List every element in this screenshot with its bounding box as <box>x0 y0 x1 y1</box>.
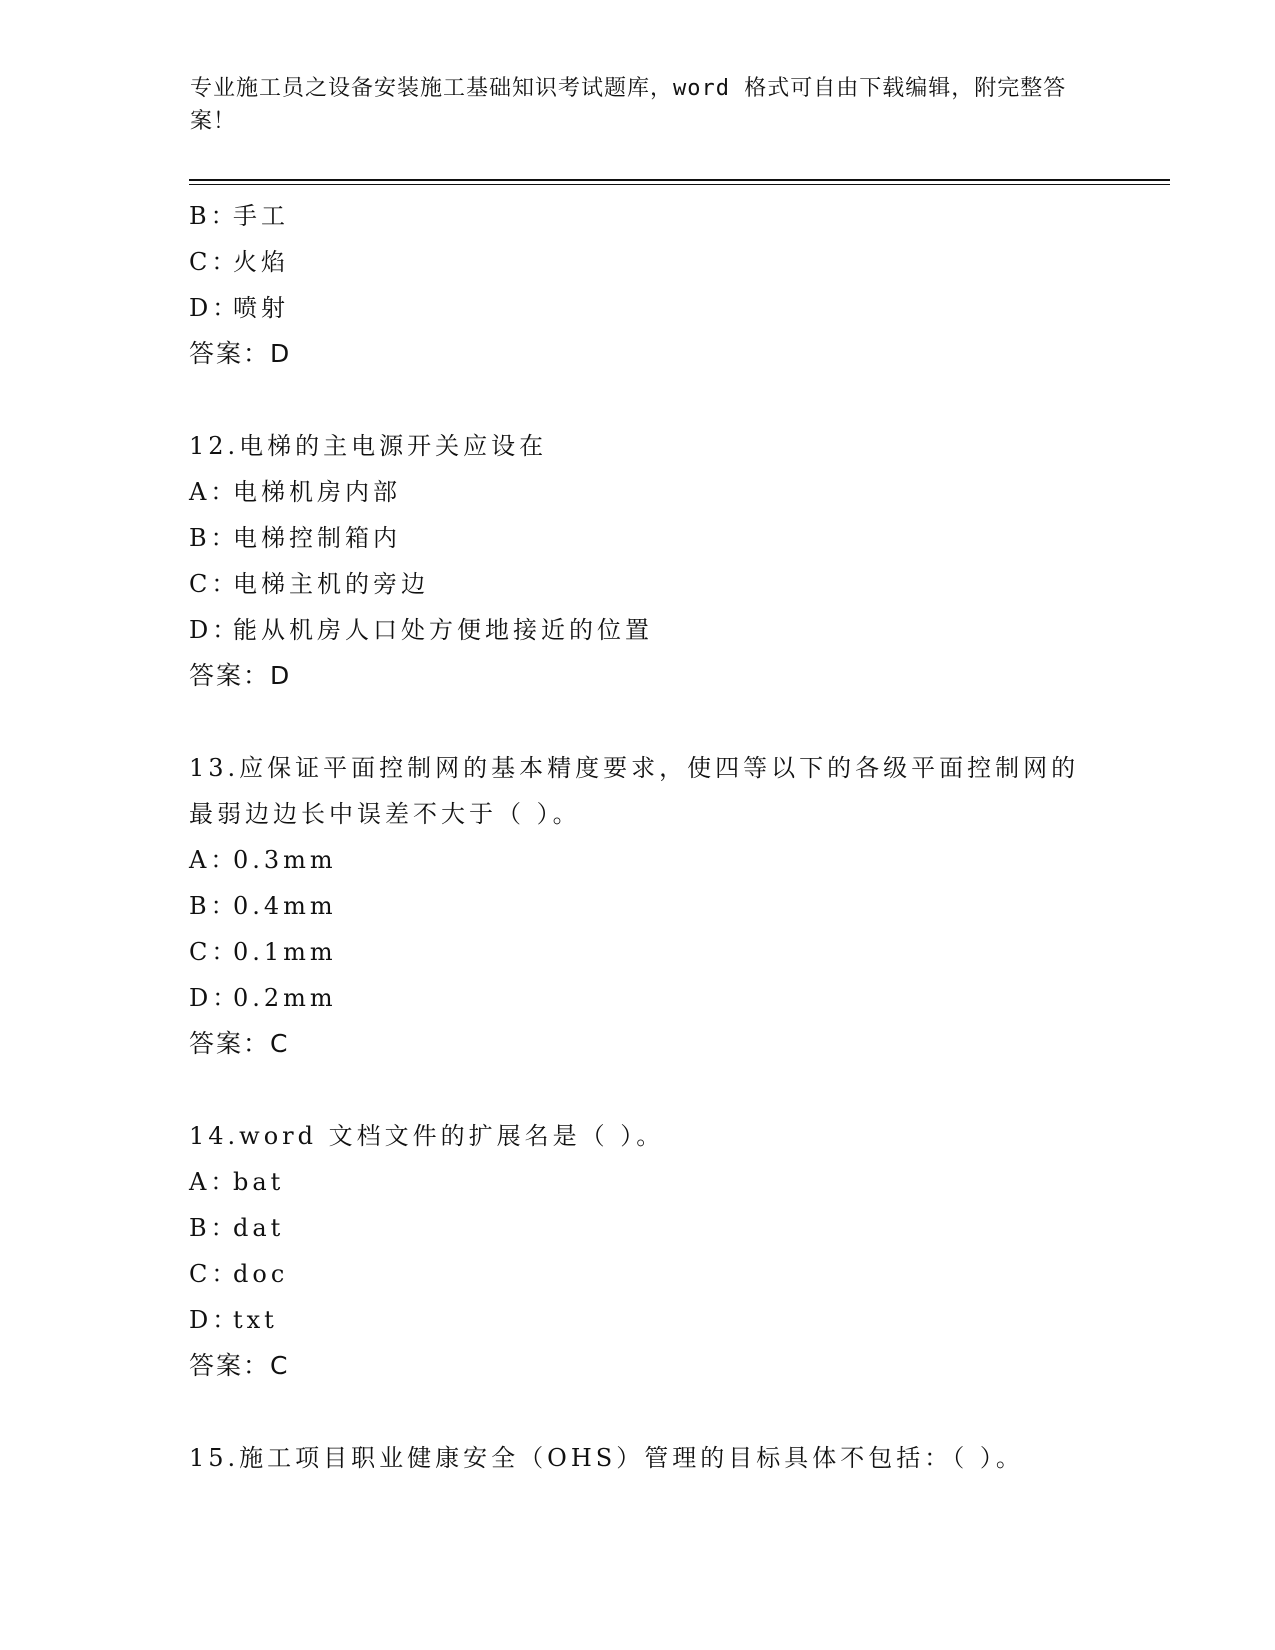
option-label: C： <box>189 570 240 598</box>
answer-line: 答案：D <box>189 339 292 368</box>
question-stem: 14.word 文档文件的扩展名是（ ）。 <box>189 1122 665 1150</box>
option-label: D： <box>189 1306 241 1334</box>
document-header: 专业施工员之设备安装施工基础知识考试题库，word 格式可自由下载编辑，附完整答案！ <box>190 76 1067 134</box>
header-divider-thin <box>189 184 1170 185</box>
answer-line: 答案：D <box>189 661 292 690</box>
question-stem: 12.电梯的主电源开关应设在 <box>189 432 548 460</box>
option-label: D： <box>189 984 241 1012</box>
option-text: 0.4mm <box>233 892 337 920</box>
option-c <box>189 1251 1089 1297</box>
spacer <box>189 1067 1089 1113</box>
answer-line: 答案：C <box>189 1029 290 1058</box>
question-14 <box>189 1113 1089 1389</box>
spacer <box>189 1389 1089 1435</box>
option-d <box>189 285 1089 331</box>
option-label: A： <box>189 1168 239 1196</box>
option-d <box>189 607 1089 653</box>
question-12 <box>189 423 1089 699</box>
option-a <box>189 1159 1089 1205</box>
document-body <box>189 193 1089 1481</box>
option-label: A： <box>189 478 239 506</box>
option-b <box>189 193 1089 239</box>
option-text: 电梯机房内部 <box>233 478 401 506</box>
option-label: D： <box>189 294 241 322</box>
option-a <box>189 469 1089 515</box>
question-stem: 13.应保证平面控制网的基本精度要求，使四等以下的各级平面控制网的最弱边边长中误差不大于（ ）。 <box>189 754 1080 828</box>
option-label: C： <box>189 1260 240 1288</box>
option-c <box>189 561 1089 607</box>
spacer <box>189 377 1089 423</box>
question-13 <box>189 745 1089 1067</box>
question-stem: 15.施工项目职业健康安全（OHS）管理的目标具体不包括：（ ）。 <box>189 1444 1024 1472</box>
option-d <box>189 1297 1089 1343</box>
option-b <box>189 883 1089 929</box>
option-label: C： <box>189 248 240 276</box>
option-text: 0.2mm <box>233 984 337 1012</box>
option-b <box>189 1205 1089 1251</box>
option-text: 电梯主机的旁边 <box>233 570 429 598</box>
option-c <box>189 239 1089 285</box>
option-label: C： <box>189 938 240 966</box>
option-text: bat <box>233 1168 285 1196</box>
option-text: dat <box>233 1214 285 1242</box>
answer-line: 答案：C <box>189 1351 290 1380</box>
option-b <box>189 515 1089 561</box>
option-label: B： <box>189 1214 239 1242</box>
option-text: txt <box>233 1306 278 1334</box>
option-text: 喷射 <box>233 294 289 322</box>
option-text: 0.3mm <box>233 846 337 874</box>
option-label: D： <box>189 616 241 644</box>
question-11-continued <box>189 193 1089 377</box>
option-text: 能从机房人口处方便地接近的位置 <box>233 616 653 644</box>
option-text: doc <box>233 1260 289 1288</box>
header-divider-thick <box>189 179 1170 181</box>
option-label: B： <box>189 202 239 230</box>
option-c <box>189 929 1089 975</box>
option-text: 手工 <box>233 202 289 230</box>
spacer <box>189 699 1089 745</box>
option-d <box>189 975 1089 1021</box>
question-15 <box>189 1435 1089 1481</box>
option-text: 电梯控制箱内 <box>233 524 401 552</box>
option-label: B： <box>189 524 239 552</box>
option-text: 0.1mm <box>233 938 337 966</box>
option-a <box>189 837 1089 883</box>
option-label: B： <box>189 892 239 920</box>
option-text: 火焰 <box>233 248 289 276</box>
option-label: A： <box>189 846 239 874</box>
